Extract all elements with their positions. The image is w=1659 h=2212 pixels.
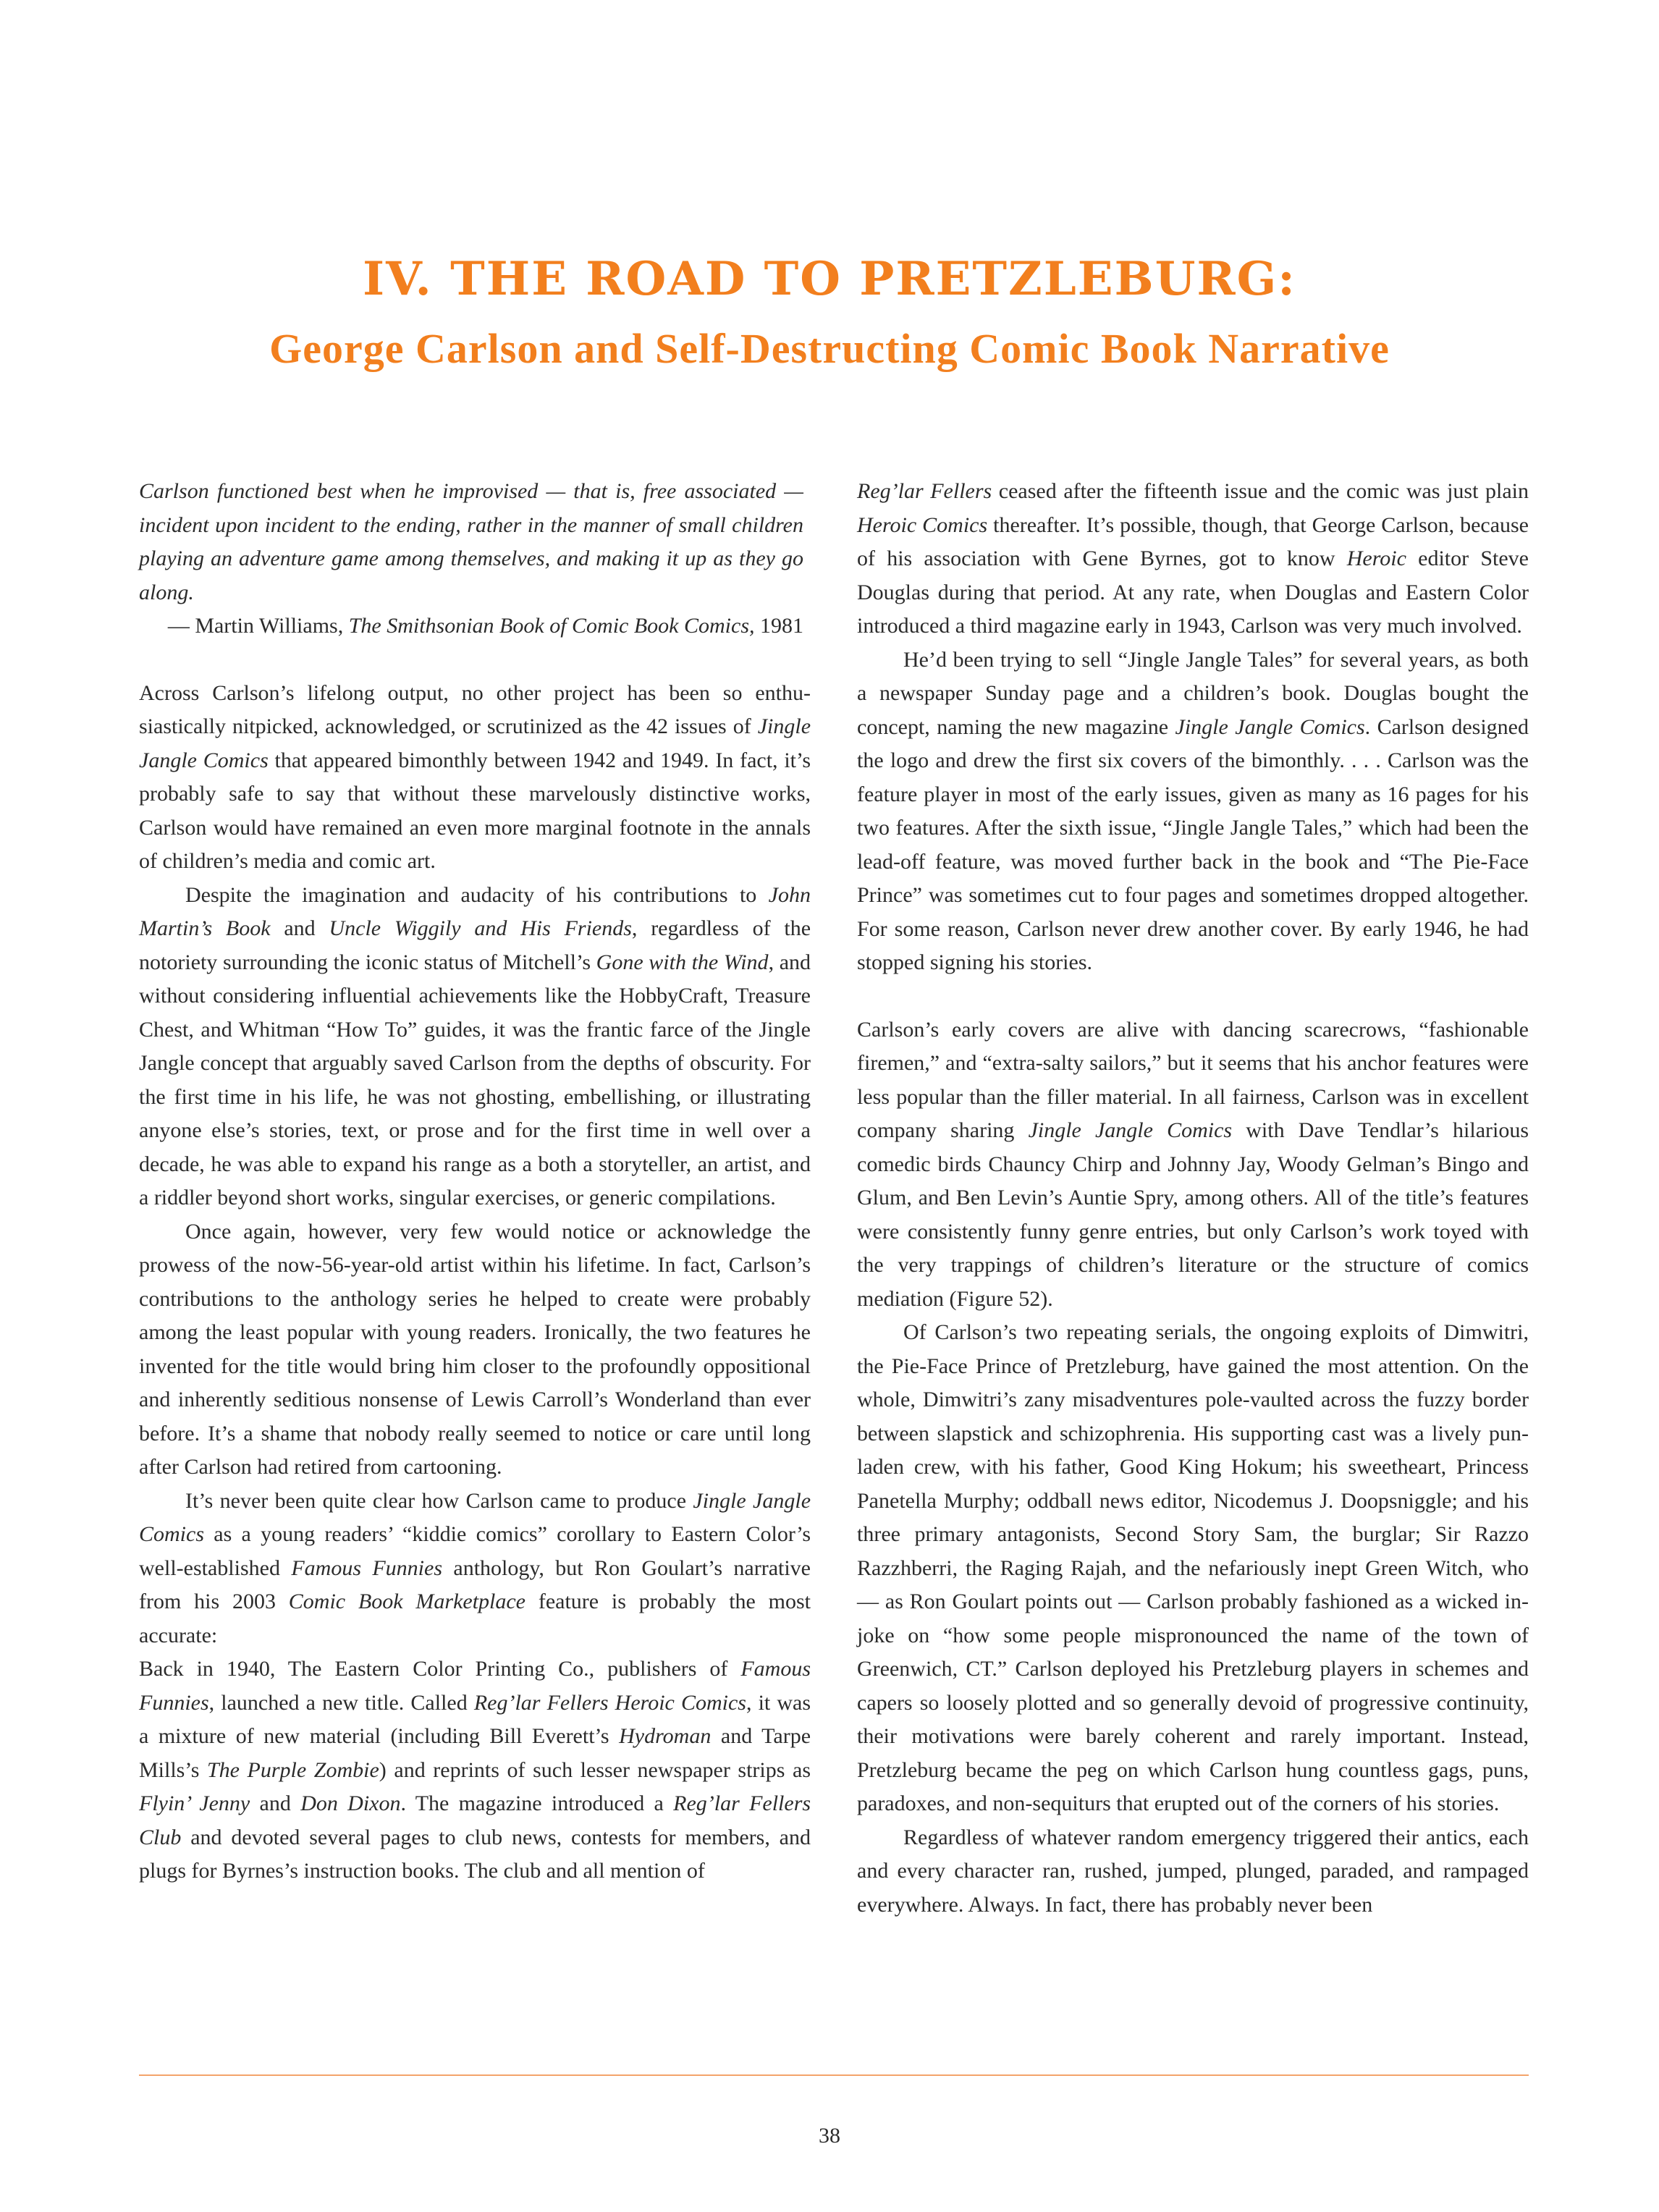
italic-title: The Purple Zombie xyxy=(206,1757,379,1782)
text-run: . The magazine introduced a xyxy=(400,1791,664,1815)
italic-title: Jingle Jangle Comics xyxy=(1175,714,1365,739)
chapter-title: IV. THE ROAD TO PRETZLEBURG: xyxy=(363,252,1296,306)
right-paragraph-3: Regardless of whatever random emergency triggered their antics, each and every character ran, rushed, jumped, plunged, paraded, and rampaged everywhere. Always. In fact, there has probably never been xyxy=(857,1825,1529,1917)
italic-title: Jingle Jangle Comics xyxy=(139,1488,811,1546)
block-quote-goulart xyxy=(139,1652,811,1888)
text-run: editor Steve Douglas during that period. At any rate, when Douglas and Eastern Color introduced a third magazine early in 1943, Carlson was very much involved. xyxy=(857,546,1529,638)
italic-title: Heroic Comics xyxy=(857,512,988,537)
italic-title: Reg’lar Fellers xyxy=(857,479,992,503)
text-run: Carlson’s early covers are alive with dancing scarecrows, “fashionable firemen,” and “extra-salty sailors,” but it seems that his anchor features were less popular than the filler material. In all fairness, Carlson was in excellent company sharing xyxy=(857,1017,1529,1142)
text-run: and xyxy=(259,1791,291,1815)
text-run: He’d been trying to sell “Jingle Jangle Tales” for several years, as both a newspaper Sunday page and a children’s book. Douglas bought the concept, naming the new magazine xyxy=(857,647,1529,739)
epigraph-attribution xyxy=(139,609,803,643)
italic-title: Reg’lar Fellers Club xyxy=(139,1791,811,1849)
italic-title: John Martin’s Book xyxy=(139,882,811,940)
italic-title: Jingle Jangle Comics xyxy=(1028,1118,1233,1142)
text-run: , it was a mixture of new material (including Bill Everett’s xyxy=(139,1690,811,1748)
italic-title: Gone with the Wind xyxy=(596,950,769,974)
text-run: Across Carlson’s lifelong output, no other project has been so enthusiastically nitpicked, acknowledged, or scrutinized as the 42 issues of xyxy=(139,680,811,738)
italic-title: Heroic xyxy=(1346,546,1406,570)
epigraph-quote: Carlson functioned best when he improvised — that is, free associated — incident upon incident to the ending, rather in the manner of small children playing an adventure game among themselves, and making it up as they go along. xyxy=(139,479,803,604)
footer-rule xyxy=(139,2074,1529,2076)
italic-title: Jingle Jangle Comics xyxy=(139,714,811,772)
epigraph xyxy=(139,475,803,643)
text-run: ceased after the fifteenth issue and the comic was just plain xyxy=(998,479,1529,503)
text-run: Despite the imagination and audacity of his contributions to xyxy=(185,882,757,907)
text-run: and devoted several pages to club news, contests for members, and plugs for Byrnes’s instruction books. The club and all mention of xyxy=(139,1825,811,1883)
epigraph-author: — Martin Williams, xyxy=(167,614,344,638)
text-run: anthology, but Ron Goulart’s narrative from his 2003 xyxy=(139,1555,811,1613)
left-column xyxy=(139,475,811,1888)
right-paragraph-2: Of Carlson’s two repeating serials, the ongoing exploits of Dimwitri, the Pie-Face Prince of Pretzleburg, have gained the most attention. On the whole, Dimwitri’s zany misadventures pole-vaulted across the fuzzy border between slapstick and schizophrenia. His supporting cast was a lively pun-laden crew, with his father, Good King Hokum; his sweetheart, Princess Panetella Murphy; oddball news editor, Nicodemus J. Doopsniggle; and his three primary antagonists, Second Story Sam, the burglar; Sir Razzo Razzhberri, the Raging Rajah, and the nefariously inept Green Witch, who — as Ron Goulart points out — Carlson probably fashioned as a wicked in-joke on “how some people mispronounced the name of the town of Greenwich, CT.” Carlson deployed his Pretzleburg players in schemes and capers so loosely plotted and so generally devoid of progressive continuity, their motivations were barely coherent and rarely important. Instead, Pretzleburg became the peg on which Carlson hung countless gags, puns, paradoxes, and non-sequiturs that erupted out of the corners of his stories. xyxy=(857,1320,1529,1815)
italic-title: Comic Book Marketplace xyxy=(288,1590,525,1613)
text-run: , regardless of the notoriety surrounding the iconic status of Mitchell’s xyxy=(139,916,811,974)
text-run: ) and reprints of such lesser newspaper strips as xyxy=(379,1757,811,1782)
right-paragraph-1 xyxy=(857,1013,1529,1317)
page-number: 38 xyxy=(819,2124,840,2148)
epigraph-year: 1981 xyxy=(760,614,803,638)
chapter-subtitle: George Carlson and Self-Destructing Comic Book Narrative xyxy=(269,325,1390,372)
epigraph-work: The Smithsonian Book of Comic Book Comics, xyxy=(348,614,755,638)
text-run: feature is probably the most accurate: xyxy=(139,1590,811,1647)
text-run: with Dave Tendlar’s hilarious comedic birds Chauncy Chirp and Johnny Jay, Woody Gelman’s Bingo and Glum, and Ben Levin’s Auntie Spry, among others. All of the title’s features were consistently funny genre entries, but only Carlson’s work toyed with the very trappings of children’s literature or the structure of comics mediation (Figure 52). xyxy=(857,1118,1529,1311)
text-run: and xyxy=(284,916,316,940)
left-paragraph-4 xyxy=(139,1485,811,1653)
italic-title: Famous Funnies xyxy=(291,1555,443,1580)
right-column xyxy=(857,475,1529,1922)
italic-title: Reg’lar Fellers Heroic Comics xyxy=(473,1690,746,1715)
text-run: that appeared bimonthly between 1942 and 1949. In fact, it’s probably safe to say that without these marvelously distinctive works, Carlson would have remained an even more marginal footnote in the annals of children’s media and comic art. xyxy=(139,748,811,873)
text-run: as a young readers’ “kiddie comics” corollary to Eastern Color’s well-established xyxy=(139,1522,811,1580)
italic-title: Hydroman xyxy=(619,1724,712,1748)
text-run: and Tarpe Mills’s xyxy=(139,1724,811,1782)
italic-title: Famous Funnies xyxy=(139,1657,811,1715)
text-run: , and without considering influential achievements like the HobbyCraft, Treasure Chest, and Whitman “How To” guides, it was the frantic farce of the Jingle Jangle concept that arguably saved Carlson from the depths of obscurity. For the first time in his life, he was not ghosting, embellishing, or illustrating anyone else’s stories, text, or prose and for the first time in well over a decade, he was able to expand his range as a both a storyteller, an artist, and a riddler beyond short works, singular exercises, or generic compilations. xyxy=(139,950,811,1210)
text-run: . Carlson designed the logo and drew the first six covers of the bimonthly. . . . Carlson was the feature player in most of the early issues, given as many as 16 pages for his two features. After the sixth issue, “Jingle Jangle Tales,” which had been the lead-off feature, was moved further back in the book and “The Pie-Face Prince” was sometimes cut to four pages and sometimes dropped altogether. For some reason, Carlson never drew another cover. By early 1946, he had stopped signing his stories. xyxy=(857,714,1529,974)
italic-title: Don Dixon xyxy=(300,1791,401,1815)
text-run: It’s never been quite clear how Carlson came to produce xyxy=(185,1488,687,1513)
left-paragraph-3: Once again, however, very few would notice or acknowledge the prowess of the now-56-year-old artist within his lifetime. In fact, Carlson’s contributions to the anthology series he helped to create were probably among the least popular with young readers. Ironically, the two features he invented for the title would bring him closer to the profoundly oppositional and inherently seditious nonsense of Lewis Carroll’s Wonderland than ever before. It’s a shame that nobody really seemed to notice or care until long after Carlson had retired from cartooning. xyxy=(139,1219,811,1479)
text-run: , launched a new title. Called xyxy=(208,1690,468,1715)
italic-title: Uncle Wiggily and His Friends xyxy=(329,916,632,940)
left-paragraph-1 xyxy=(139,677,811,879)
text-run: Back in 1940, The Eastern Color Printing Co., publishers of xyxy=(139,1657,728,1681)
left-paragraph-2 xyxy=(139,879,811,1215)
block-quote-continued xyxy=(857,475,1529,643)
text-run: thereafter. It’s possible, though, that George Carlson, because of his association with Gene Byrnes, got to know xyxy=(857,512,1529,570)
block-quote-second-paragraph xyxy=(857,643,1529,980)
italic-title: Flyin’ Jenny xyxy=(139,1791,250,1815)
